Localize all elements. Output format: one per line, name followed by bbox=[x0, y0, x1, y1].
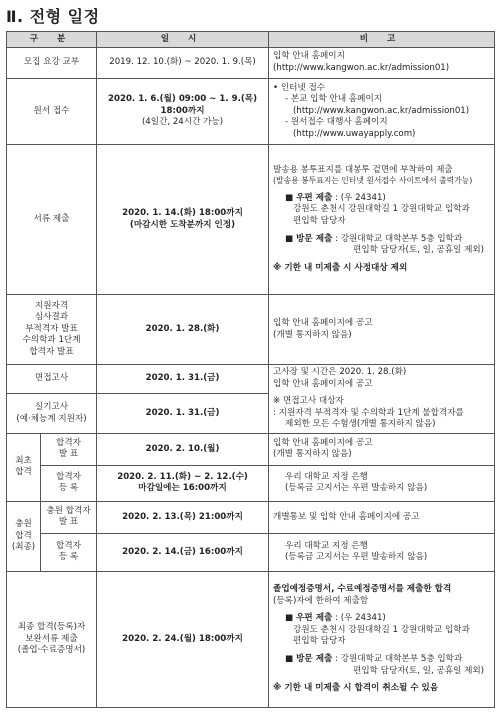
table-row bbox=[7, 48, 495, 79]
note-line: 우리 대학교 지정 은행 bbox=[285, 471, 368, 482]
header-remarks: 비 고 bbox=[269, 32, 495, 48]
table-row bbox=[7, 79, 495, 145]
label-line: 실기고사 bbox=[34, 402, 69, 413]
table-row bbox=[7, 501, 495, 533]
page-title: Ⅱ. 전형 일정 bbox=[6, 7, 100, 26]
date-line: 2020. 2. 11.(화) ~ 2. 12.(수) bbox=[117, 471, 248, 482]
label-line: 합격자 bbox=[56, 471, 81, 482]
visit-line: : 강원대학교 대학본부 5층 입학과 bbox=[335, 233, 463, 244]
table-row bbox=[7, 145, 495, 295]
group-label: 충원 합격 (최종) bbox=[7, 501, 41, 571]
table-row bbox=[7, 433, 495, 465]
label-line: 보완서류 제출 bbox=[25, 633, 78, 644]
note-line: (등록금 고지서는 우편 발송하지 않음) bbox=[285, 483, 428, 494]
mail-label: ■ 우편 제출 bbox=[285, 613, 333, 624]
note-line: 입학 안내 홈페이지 bbox=[273, 51, 345, 62]
date-line: 마감일에는 16:00까지 bbox=[138, 483, 227, 494]
row-date: 2020. 2. 13.(목) 21:00까지 bbox=[97, 501, 269, 533]
table-row bbox=[7, 465, 495, 501]
row-note bbox=[269, 571, 495, 707]
label-line: 지원자격 bbox=[34, 300, 69, 311]
note-line: (등록금 고지서는 우편 발송하지 않음) bbox=[285, 552, 428, 563]
note-line: : 지원자격 부적격자 및 수의학과 1단계 불합격자를 bbox=[273, 407, 464, 418]
note-line: ※ 면접고사 대상자 bbox=[273, 396, 344, 407]
row-date: 2020. 1. 28.(화) bbox=[97, 295, 269, 365]
warning-note: ※ 기한 내 미제출 시 합격이 취소될 수 있음 bbox=[273, 683, 439, 694]
note-line: (http://www.kangwon.ac.kr/admission01) bbox=[293, 105, 470, 116]
note-line: 발송용 봉투표지를 대봉투 겉면에 부착하여 제출 bbox=[273, 164, 453, 175]
label-line: 수의학과 1단계 bbox=[22, 335, 81, 346]
note-line: (발송용 봉투표지는 인터넷 원서접수 사이트에서 출력가능) bbox=[273, 176, 473, 186]
date-line: (마감시한 도착분까지 인정) bbox=[129, 219, 236, 230]
row-date bbox=[97, 145, 269, 295]
note-line: 졸업예정증명서, 수료예정증명서를 제출한 합격 bbox=[273, 584, 452, 595]
note-line: - 원서접수 대행사 홈페이지 bbox=[285, 117, 388, 128]
row-label bbox=[7, 295, 97, 365]
note-line: 입학 안내 홈페이지에 공고 bbox=[273, 437, 373, 448]
label-line: 부적격자 발표 bbox=[25, 323, 78, 334]
mail-label: ■ 우편 제출 bbox=[285, 192, 333, 203]
label-line: 합격자 발표 bbox=[29, 346, 74, 357]
row-date: 2019. 12. 10.(화) ~ 2020. 1. 9.(목) bbox=[97, 48, 269, 79]
row-note bbox=[269, 48, 495, 79]
label-line: 발 표 bbox=[58, 517, 79, 528]
note-line: 강원도 춘천시 강원대학길 1 강원대학교 입학과 bbox=[293, 624, 470, 635]
date-line: 2020. 1. 14.(화) 18:00까지 bbox=[122, 207, 243, 218]
row-label bbox=[41, 501, 97, 533]
label-line: 심사결과 bbox=[34, 312, 69, 323]
label-line: 충원 합격자 bbox=[46, 505, 91, 516]
note-line: 편입학 담당자 bbox=[293, 636, 346, 647]
row-note bbox=[269, 365, 495, 434]
visit-label: ■ 방문 제출 bbox=[285, 654, 333, 665]
row-label: 면접고사 bbox=[7, 365, 97, 394]
label-line: 발 표 bbox=[58, 449, 79, 460]
note-line: 입학 안내 홈페이지에 공고 bbox=[273, 317, 373, 328]
row-label bbox=[41, 433, 97, 465]
row-label bbox=[41, 533, 97, 571]
note-line: 고사장 및 시간은 2020. 1. 28.(화) bbox=[273, 367, 407, 377]
row-date bbox=[97, 465, 269, 501]
label-line: 최종 합격(등록)자 bbox=[17, 622, 86, 633]
label-line: 등 록 bbox=[58, 483, 79, 494]
row-label bbox=[7, 571, 97, 707]
row-date: 2020. 2. 10.(월) bbox=[97, 433, 269, 465]
note-line: 편입학 담당자(토, 일, 공휴일 제외) bbox=[353, 245, 485, 256]
note-line: • 인터넷 접수 bbox=[273, 82, 326, 93]
row-note bbox=[269, 533, 495, 571]
note-line: - 본교 입학 안내 홈페이지 bbox=[285, 94, 383, 105]
note-line: (http://www.uwayapply.com) bbox=[293, 128, 416, 139]
note-line: (개별 통지하지 않음) bbox=[273, 329, 352, 340]
note-line: 편입학 담당자 bbox=[293, 215, 346, 226]
row-note bbox=[269, 79, 495, 145]
row-date: 2020. 1. 31.(금) bbox=[97, 394, 269, 434]
schedule-table bbox=[6, 31, 495, 708]
header-category: 구 분 bbox=[7, 32, 97, 48]
row-label bbox=[7, 394, 97, 434]
row-date: 2020. 1. 31.(금) bbox=[97, 365, 269, 394]
row-note bbox=[269, 145, 495, 295]
header-datetime: 일 시 bbox=[97, 32, 269, 48]
row-date bbox=[97, 79, 269, 145]
row-date: 2020. 2. 14.(금) 16:00까지 bbox=[97, 533, 269, 571]
row-date: 2020. 2. 24.(월) 18:00까지 bbox=[97, 571, 269, 707]
label-line: 합격자 bbox=[56, 437, 81, 448]
note-line: 강원도 춘천시 강원대학길 1 강원대학교 입학과 bbox=[293, 204, 470, 215]
note-line: (http://www.kangwon.ac.kr/admission01) bbox=[273, 63, 450, 73]
date-line: (4일간, 24시간 가능) bbox=[141, 117, 224, 128]
header-row bbox=[7, 32, 495, 48]
date-line: 2020. 1. 6.(월) 09:00 ~ 1. 9.(목) 18:00까지 bbox=[108, 94, 257, 116]
label-line: 합격자 bbox=[56, 540, 81, 551]
table-row bbox=[7, 295, 495, 365]
mail-zip: : (우 24341) bbox=[335, 613, 386, 624]
row-note bbox=[269, 295, 495, 365]
table-row bbox=[7, 365, 495, 394]
label-line: 등 록 bbox=[58, 552, 79, 563]
table-row bbox=[7, 533, 495, 571]
row-label: 서류 제출 bbox=[7, 145, 97, 295]
note-line: 입학 안내 홈페이지에 공고 bbox=[273, 378, 373, 389]
row-label: 원서 접수 bbox=[7, 79, 97, 145]
note-line: 제외한 모든 수험생(개별 통지하지 않음) bbox=[285, 419, 436, 430]
label-line: (예·체능계 지원자) bbox=[16, 413, 87, 424]
row-label: 모집 요강 교부 bbox=[7, 48, 97, 79]
row-note bbox=[269, 465, 495, 501]
warning-note: ※ 기한 내 미제출 시 사정대상 제외 bbox=[273, 262, 408, 273]
note-line: 우리 대학교 지정 은행 bbox=[285, 540, 368, 551]
table-row bbox=[7, 571, 495, 707]
note-line: (등록)자에 한하여 제출함 bbox=[273, 595, 369, 606]
row-label bbox=[41, 465, 97, 501]
note-line: 편입학 담당자(토, 일, 공휴일 제외) bbox=[353, 665, 485, 676]
visit-line: : 강원대학교 대학본부 5층 입학과 bbox=[335, 654, 463, 665]
visit-label: ■ 방문 제출 bbox=[285, 233, 333, 244]
row-note bbox=[269, 433, 495, 465]
row-note: 개별통보 및 입학 안내 홈페이지에 공고 bbox=[269, 501, 495, 533]
mail-zip: : (우 24341) bbox=[335, 192, 386, 203]
note-line: (개별 통지하지 않음) bbox=[273, 449, 352, 460]
label-line: (졸업·수료증명서) bbox=[17, 645, 86, 656]
group-label: 최초 합격 bbox=[7, 433, 41, 501]
